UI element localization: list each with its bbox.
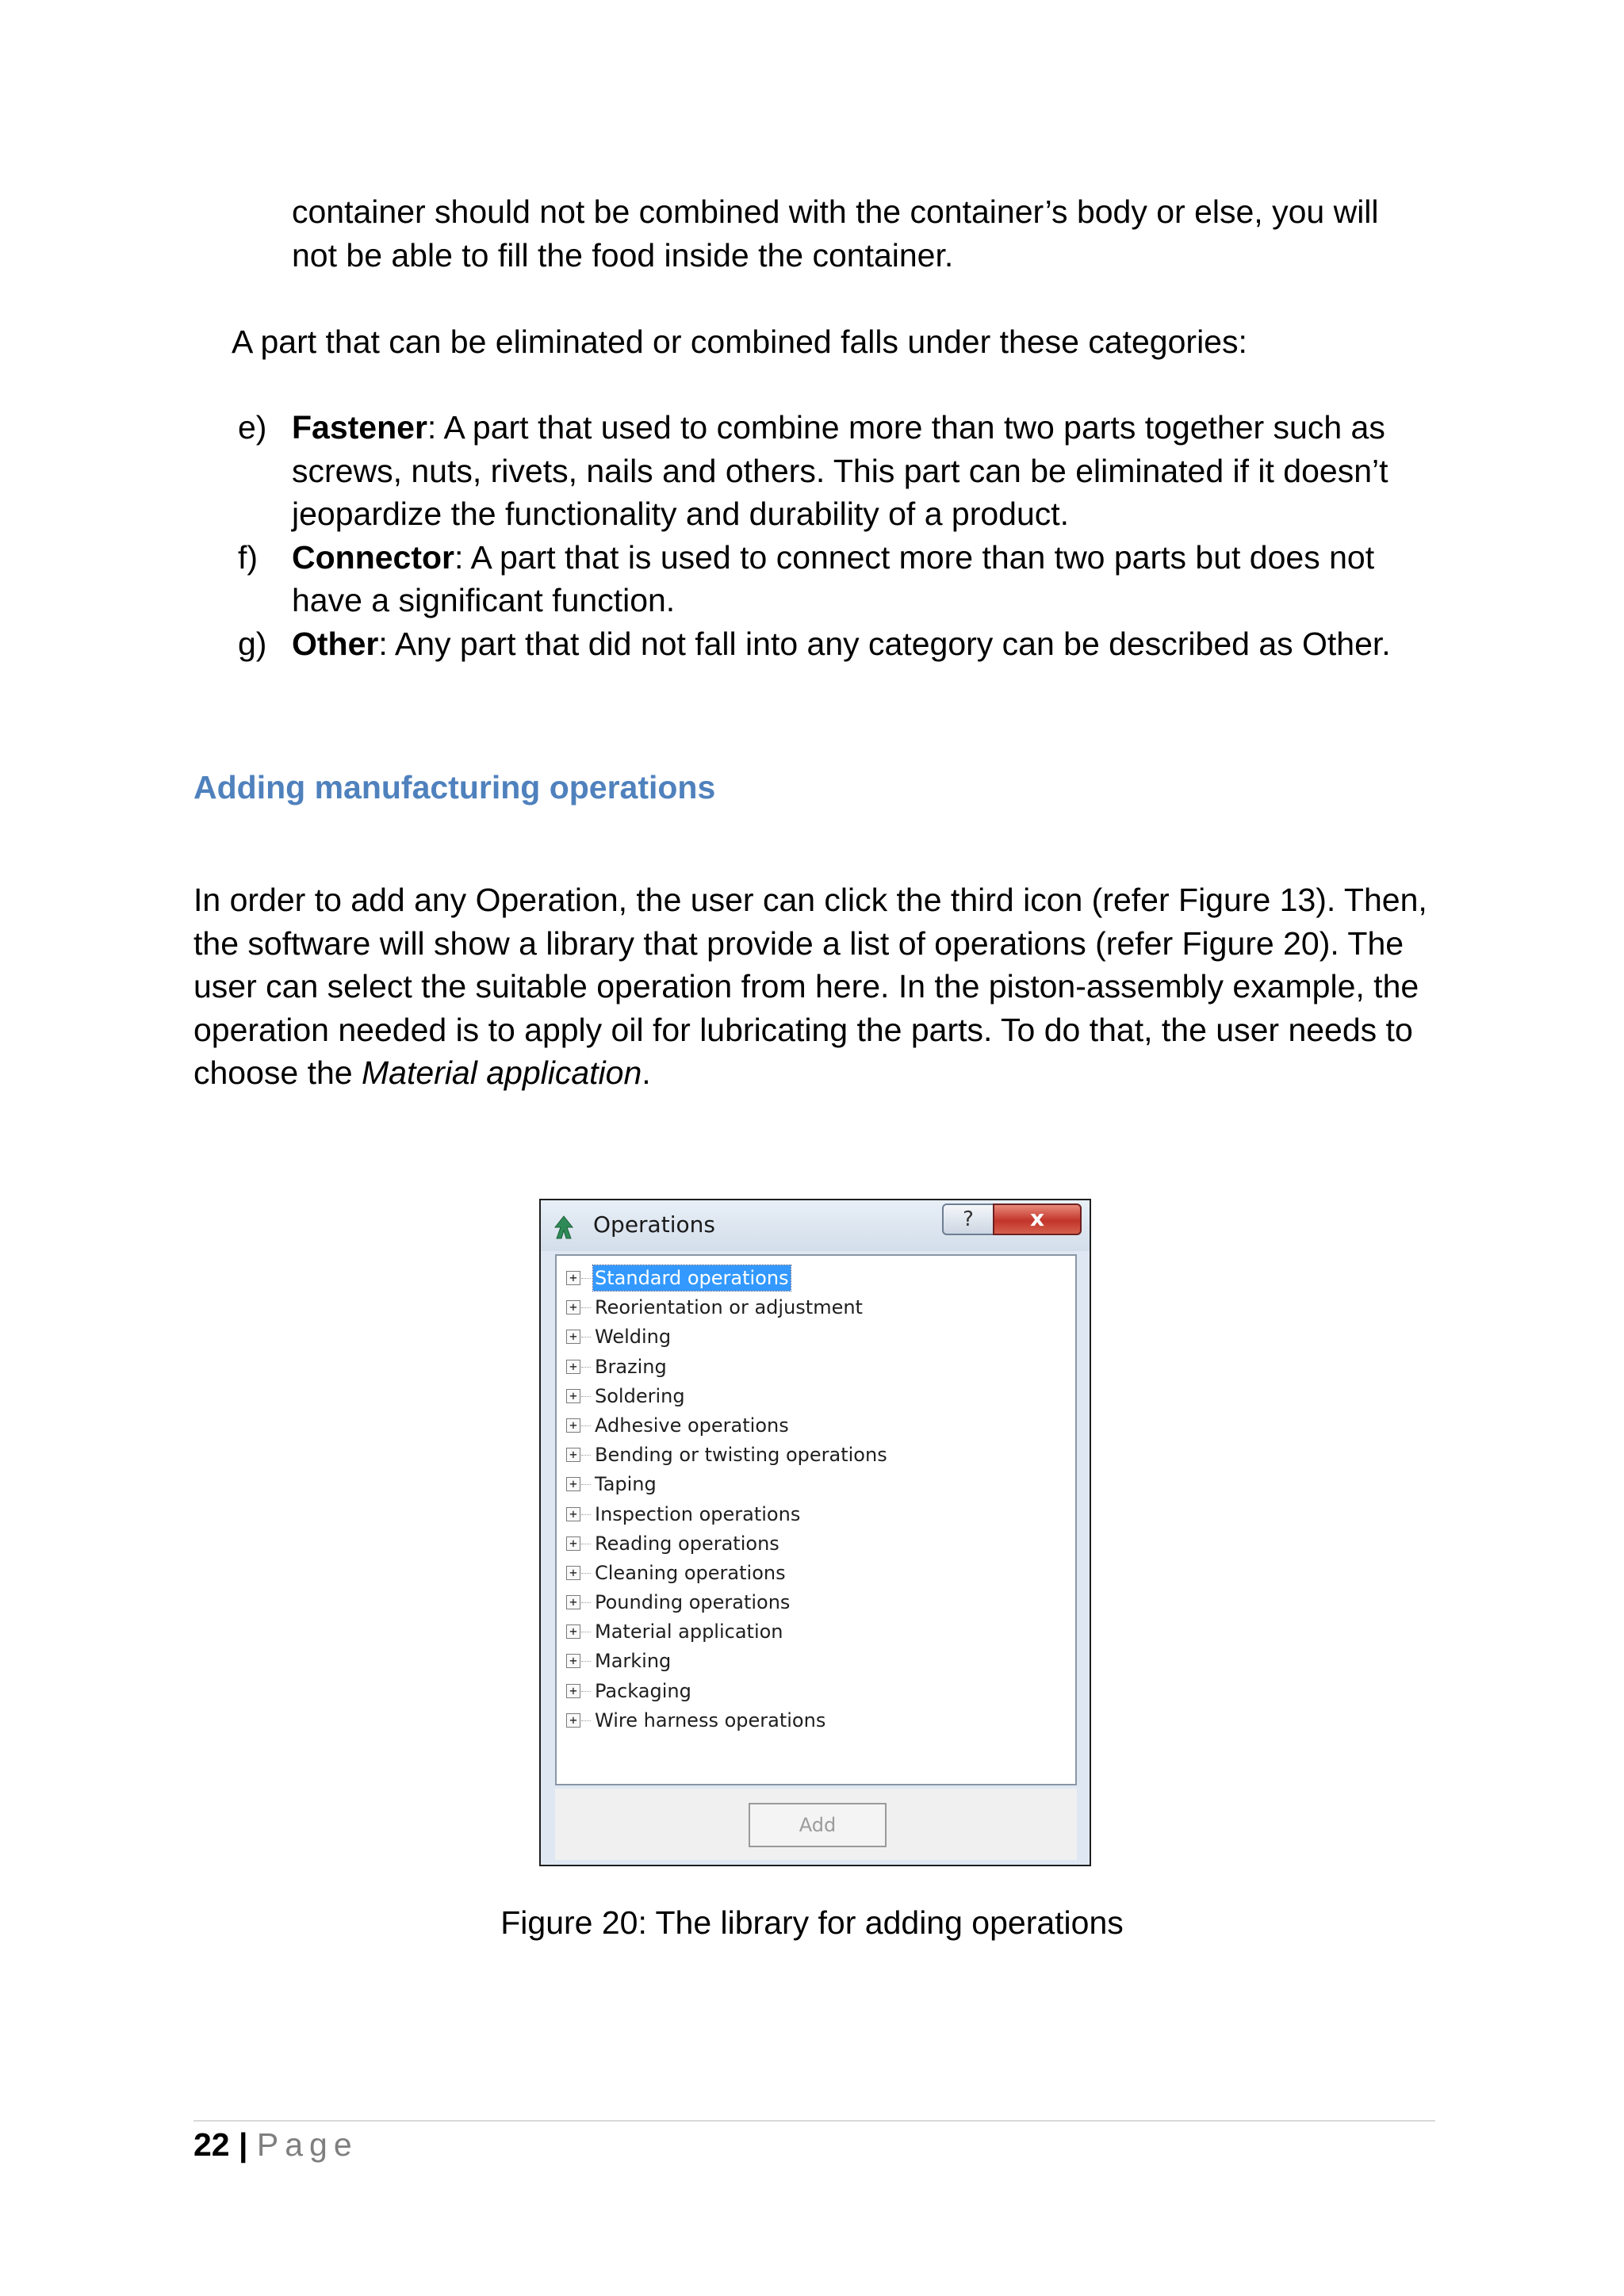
tree-item-label[interactable]: Wire harness operations: [595, 1709, 826, 1732]
app-icon: [552, 1215, 576, 1240]
tree-connector: [581, 1307, 591, 1308]
tree-item[interactable]: [557, 1382, 1075, 1411]
tree-item-label[interactable]: Adhesive operations: [595, 1414, 789, 1437]
tree-item-label[interactable]: Bending or twisting operations: [595, 1444, 887, 1467]
dialog-title: Operations: [593, 1211, 715, 1238]
tree-item-label[interactable]: Packaging: [595, 1679, 691, 1702]
body-text: In order to add any Operation, the user can click the third icon (refer Figure 13). Then, the software will show a library that provide a list of operations (refer Figure 20). The user can select the suitable operation from here. In the piston-assembly example, the operation needed is to apply oil for lubricating the parts. To do that, the user needs to choose the: [193, 882, 1427, 1091]
expand-icon[interactable]: +: [566, 1507, 580, 1521]
list-term: Other: [292, 625, 379, 662]
tree-item-label[interactable]: Standard operations: [595, 1267, 789, 1289]
tree-item-label[interactable]: Reorientation or adjustment: [595, 1296, 863, 1319]
operations-dialog: [539, 1199, 1091, 1866]
tree-connector: [581, 1691, 591, 1692]
body-emphasis: Material application: [362, 1054, 642, 1091]
expand-icon[interactable]: +: [566, 1654, 580, 1668]
list-text: : A part that used to combine more than two parts together such as screws, nuts, rivets, nails and others. This part can be eliminated if it doesn’t jeopardize the functionality and durability of a product.: [292, 409, 1388, 532]
page-word: Page: [256, 2126, 358, 2163]
help-button[interactable]: ?: [942, 1203, 994, 1235]
list-marker: f): [238, 538, 259, 576]
tree-item[interactable]: [557, 1677, 1075, 1706]
tree-item[interactable]: [557, 1411, 1075, 1441]
tree-item[interactable]: [557, 1529, 1075, 1559]
tree-connector: [581, 1278, 591, 1279]
expand-icon[interactable]: +: [566, 1566, 580, 1580]
list-item: [238, 536, 1427, 622]
expand-icon[interactable]: +: [566, 1624, 580, 1639]
expand-icon[interactable]: +: [566, 1389, 580, 1403]
figure-caption: Figure 20: The library for adding operations: [500, 1904, 1124, 1941]
expand-icon[interactable]: +: [566, 1271, 580, 1285]
continuation-paragraph: container should not be combined with the container’s body or else, you will not be able to fill the food inside the container.: [292, 193, 1379, 274]
tree-item[interactable]: [557, 1353, 1075, 1382]
tree-connector: [581, 1455, 591, 1456]
tree-connector: [581, 1661, 591, 1662]
operations-tree[interactable]: [555, 1254, 1077, 1785]
tree-item[interactable]: [557, 1264, 1075, 1293]
tree-item[interactable]: [557, 1441, 1075, 1470]
tree-item[interactable]: [557, 1470, 1075, 1499]
tree-item-label[interactable]: Inspection operations: [595, 1502, 801, 1525]
tree-connector: [581, 1514, 591, 1515]
section-heading: Adding manufacturing operations: [193, 769, 716, 806]
list-text: : A part that is used to connect more than two parts but does not have a significant function.: [292, 538, 1375, 618]
expand-icon[interactable]: +: [566, 1418, 580, 1433]
list-marker: g): [238, 625, 267, 662]
category-list: [238, 406, 1427, 665]
list-term: Connector: [292, 538, 454, 576]
expand-icon[interactable]: +: [566, 1684, 580, 1698]
tree-connector: [581, 1602, 591, 1603]
tree-list: [557, 1264, 1075, 1735]
tree-connector: [581, 1573, 591, 1574]
expand-icon[interactable]: +: [566, 1330, 580, 1344]
tree-item-label[interactable]: Brazing: [595, 1355, 667, 1378]
tree-item[interactable]: [557, 1293, 1075, 1322]
footer-rule: [193, 2120, 1435, 2122]
tree-item-label[interactable]: Soldering: [595, 1384, 685, 1407]
page-separator: |: [239, 2126, 248, 2163]
list-item: [238, 406, 1427, 536]
tree-item[interactable]: [557, 1617, 1075, 1647]
tree-connector: [581, 1484, 591, 1485]
page-number: 22: [193, 2126, 230, 2163]
tree-connector: [581, 1425, 591, 1426]
tree-item-label[interactable]: Taping: [595, 1473, 657, 1496]
tree-item[interactable]: [557, 1322, 1075, 1352]
tree-item-label[interactable]: Cleaning operations: [595, 1561, 786, 1584]
tree-item-label[interactable]: Pounding operations: [595, 1591, 791, 1614]
body-paragraph: [193, 878, 1431, 1095]
expand-icon[interactable]: +: [566, 1595, 580, 1609]
expand-icon[interactable]: +: [566, 1360, 580, 1374]
expand-icon[interactable]: +: [566, 1448, 580, 1462]
list-term: Fastener: [292, 409, 427, 446]
expand-icon[interactable]: +: [566, 1536, 580, 1551]
tree-item-label[interactable]: Marking: [595, 1650, 672, 1673]
tree-item[interactable]: [557, 1500, 1075, 1529]
body-text-end: .: [642, 1054, 651, 1091]
expand-icon[interactable]: +: [566, 1477, 580, 1491]
list-item: [238, 622, 1427, 666]
expand-icon[interactable]: +: [566, 1300, 580, 1314]
tree-item[interactable]: [557, 1647, 1075, 1676]
tree-item[interactable]: [557, 1588, 1075, 1617]
tree-item-label[interactable]: Welding: [595, 1326, 672, 1349]
page-footer: [193, 2123, 358, 2166]
tree-item[interactable]: [557, 1706, 1075, 1735]
lead-in-paragraph: A part that can be eliminated or combined falls under these categories:: [232, 323, 1247, 360]
list-text: : Any part that did not fall into any category can be described as Other.: [378, 625, 1391, 662]
tree-item-label[interactable]: Reading operations: [595, 1532, 779, 1555]
tree-connector: [581, 1720, 591, 1721]
tree-item[interactable]: [557, 1559, 1075, 1588]
dialog-footer: [555, 1789, 1077, 1860]
dialog-titlebar[interactable]: [541, 1200, 1090, 1251]
tree-connector: [581, 1396, 591, 1397]
close-button[interactable]: x: [993, 1203, 1082, 1235]
tree-connector: [581, 1367, 591, 1368]
tree-item-label[interactable]: Material application: [595, 1621, 783, 1644]
add-button[interactable]: Add: [749, 1803, 887, 1847]
expand-icon[interactable]: +: [566, 1713, 580, 1728]
list-marker: e): [238, 409, 267, 446]
